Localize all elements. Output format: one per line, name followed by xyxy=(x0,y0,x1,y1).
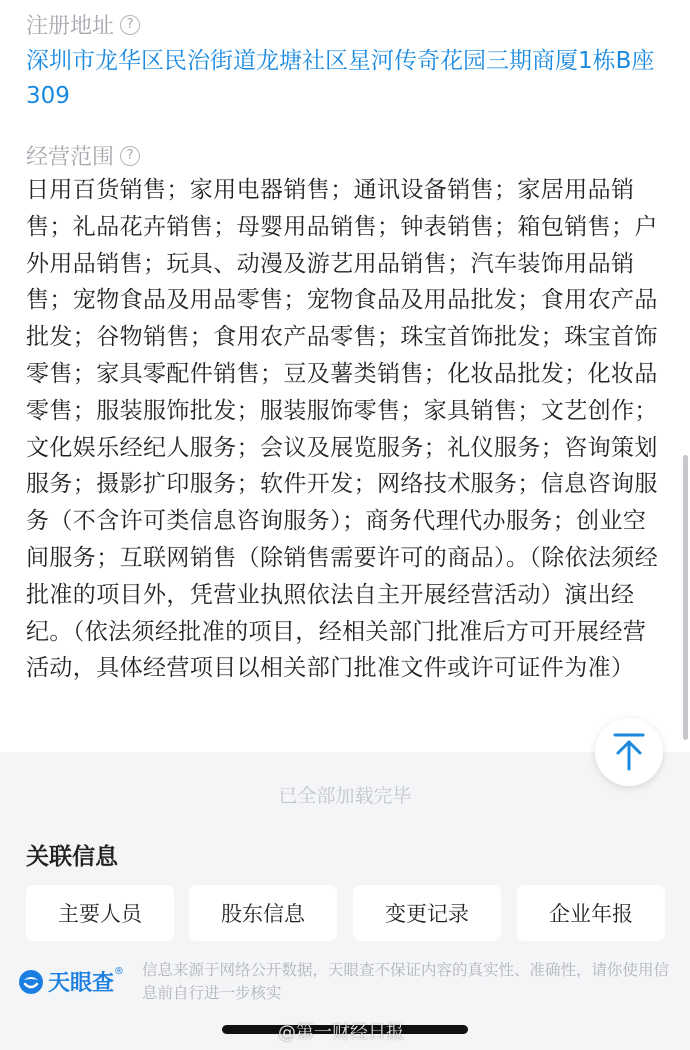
business-scope-label-text: 经营范围 xyxy=(26,145,115,170)
related-info-title: 关联信息 xyxy=(26,844,118,870)
related-key-personnel-button[interactable]: 主要人员 xyxy=(26,885,174,941)
related-change-record-button[interactable]: 变更记录 xyxy=(353,885,501,941)
help-icon[interactable]: ? xyxy=(120,15,140,35)
business-scope-text: 日用百货销售；家用电器销售；通讯设备销售；家居用品销售；礼品花卉销售；母婴用品销售；钟表销售；箱包销售；户外用品销售；玩具、动漫及游艺用品销售；汽车装饰用品销售；宠物食品及用品零售；宠物食品及用品批发；食用农产品批发；谷物销售；食用农产品零售；珠宝首饰批发；珠宝首饰零售；家具零配件销售；豆及薯类销售；化妆品批发；化妆品零售；服装服饰批发；服装服饰零售；家具销售；文艺创作；文化娱乐经纪人服务；会议及展览服务；礼仪服务；咨询策划服务；摄影扩印服务；软件开发；网络技术服务；信息咨询服务（不含许可类信息咨询服务）；商务代理代办服务；创业空间服务；互联网销售（除销售需要许可的商品）。（除依法须经批准的项目外，凭营业执照依法自主开展经营活动）演出经纪。（依法须经批准的项目，经相关部门批准后方可开展经营活动，具体经营项目以相关部门批准文件或许可证件为准） xyxy=(26,177,659,682)
registered-address-label-text: 注册地址 xyxy=(26,14,115,39)
tianyancha-logo xyxy=(18,966,124,997)
data-source-disclaimer: 信息来源于网络公开数据，天眼查不保证内容的真实性、准确性，请你使用信息前自行进一步核实 xyxy=(142,961,670,1002)
help-icon[interactable]: ? xyxy=(120,146,140,166)
arrow-up-icon xyxy=(612,732,646,772)
business-scope-label xyxy=(26,140,140,171)
related-annual-report-button[interactable]: 企业年报 xyxy=(517,885,665,941)
scrollbar[interactable] xyxy=(683,455,688,740)
brand-name: 天眼查 xyxy=(48,971,115,996)
registered-address-value[interactable]: 深圳市龙华区民治街道龙塘社区星河传奇花园三期商厦1栋B座309 xyxy=(26,48,655,109)
registered-address-label xyxy=(26,9,140,40)
source-watermark: @第一财经日报 xyxy=(278,1022,404,1043)
tianyancha-logo-icon xyxy=(18,969,44,995)
registered-mark: ® xyxy=(114,966,125,977)
related-shareholder-info-button[interactable]: 股东信息 xyxy=(189,885,337,941)
back-to-top-button[interactable] xyxy=(595,718,663,786)
all-loaded-status: 已全部加载完毕 xyxy=(278,785,412,807)
